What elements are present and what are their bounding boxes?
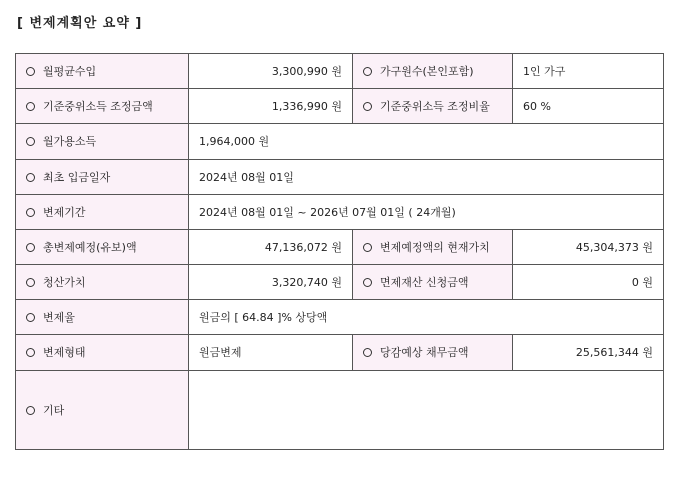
- circle-bullet-icon: [26, 67, 35, 76]
- table-row: [16, 159, 664, 194]
- circle-bullet-icon: [26, 313, 35, 322]
- repayment-type-value: 원금변제: [189, 335, 353, 370]
- table-row: [16, 265, 664, 300]
- circle-bullet-icon: [363, 348, 372, 357]
- repayment-rate-value: 원금의 [ 64.84 ]% 상당액: [189, 300, 664, 335]
- circle-bullet-icon: [26, 348, 35, 357]
- median-income-adjusted-label: 기준중위소득 조정금액: [16, 89, 189, 124]
- first-payment-date-label: 최초 입금일자: [16, 159, 189, 194]
- expected-debt-amount-value: 25,561,344 원: [513, 335, 664, 370]
- repayment-rate-label: 변제율: [16, 300, 189, 335]
- circle-bullet-icon: [363, 102, 372, 111]
- table-row: [16, 300, 664, 335]
- circle-bullet-icon: [363, 278, 372, 287]
- exempt-property-claim-label: 면제재산 신청금액: [353, 265, 513, 300]
- circle-bullet-icon: [363, 243, 372, 252]
- circle-bullet-icon: [26, 208, 35, 217]
- exempt-property-claim-value: 0 원: [513, 265, 664, 300]
- monthly-available-income-label: 월가용소득: [16, 124, 189, 159]
- circle-bullet-icon: [26, 243, 35, 252]
- household-size-label: 가구원수(본인포함): [353, 54, 513, 89]
- other-value: [189, 370, 664, 449]
- repayment-summary-table: [15, 53, 664, 450]
- circle-bullet-icon: [26, 406, 35, 415]
- household-size-value: 1인 가구: [513, 54, 664, 89]
- median-income-adjusted-value: 1,336,990 원: [189, 89, 353, 124]
- table-row: [16, 370, 664, 449]
- expected-debt-amount-label: 당감예상 채무금액: [353, 335, 513, 370]
- table-row: [16, 54, 664, 89]
- repayment-period-label: 변제기간: [16, 194, 189, 229]
- table-row: [16, 229, 664, 264]
- page-title: [ 변제계획안 요약 ]: [17, 16, 143, 31]
- other-label: 기타: [16, 370, 189, 449]
- circle-bullet-icon: [26, 102, 35, 111]
- table-row: [16, 89, 664, 124]
- liquidation-value-value: 3,320,740 원: [189, 265, 353, 300]
- repayment-period-value: 2024년 08월 01일 ~ 2026년 07월 01일 ( 24개월): [189, 194, 664, 229]
- circle-bullet-icon: [363, 67, 372, 76]
- table-row: [16, 335, 664, 370]
- circle-bullet-icon: [26, 137, 35, 146]
- median-income-ratio-value: 60 %: [513, 89, 664, 124]
- first-payment-date-value: 2024년 08월 01일: [189, 159, 664, 194]
- present-value-label: 변제예정액의 현재가치: [353, 229, 513, 264]
- monthly-income-value: 3,300,990 원: [189, 54, 353, 89]
- total-planned-repayment-value: 47,136,072 원: [189, 229, 353, 264]
- table-row: [16, 194, 664, 229]
- present-value-value: 45,304,373 원: [513, 229, 664, 264]
- monthly-available-income-value: 1,964,000 원: [189, 124, 664, 159]
- circle-bullet-icon: [26, 278, 35, 287]
- monthly-income-label: 월평균수입: [16, 54, 189, 89]
- median-income-ratio-label: 기준중위소득 조정비율: [353, 89, 513, 124]
- liquidation-value-label: 청산가치: [16, 265, 189, 300]
- repayment-type-label: 변제형태: [16, 335, 189, 370]
- table-row: [16, 124, 664, 159]
- total-planned-repayment-label: 총변제예정(유보)액: [16, 229, 189, 264]
- circle-bullet-icon: [26, 173, 35, 182]
